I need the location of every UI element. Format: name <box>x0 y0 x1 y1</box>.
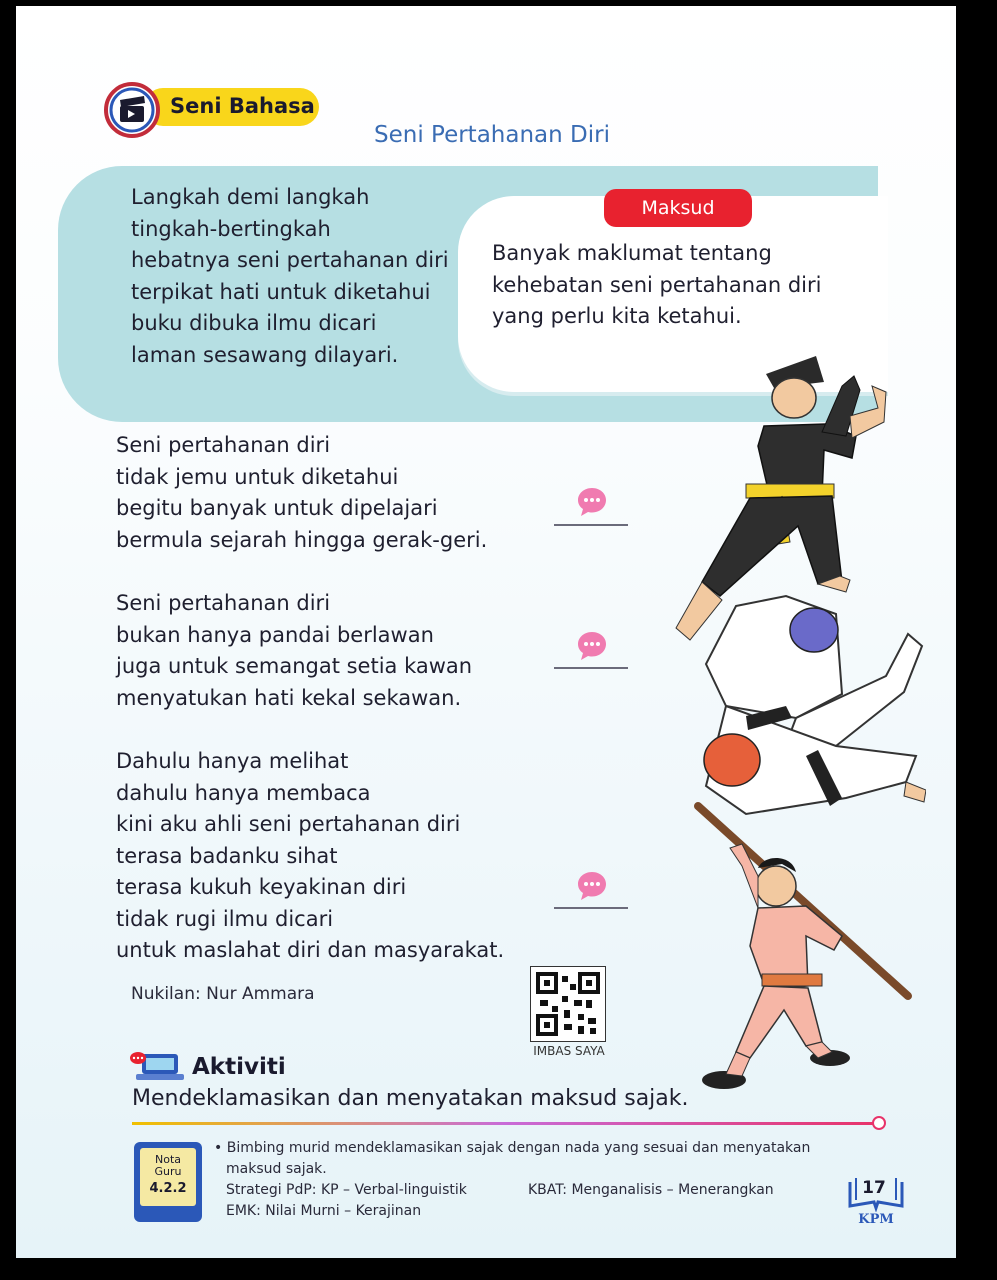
note-emk: EMK: Nilai Murni – Kerajinan <box>226 1203 422 1219</box>
stanza-line: laman sesawang dilayari. <box>131 342 399 367</box>
page-number: 17 <box>862 1178 886 1198</box>
discussion-bubble-icon[interactable] <box>576 630 608 662</box>
nota-label: Nota <box>154 1153 181 1166</box>
maksud-line: yang perlu kita ketahui. <box>492 304 742 328</box>
answer-line <box>554 907 628 909</box>
stanza-line: juga untuk semangat setia kawan <box>116 654 473 678</box>
stanza-2 <box>116 430 487 556</box>
qr-label: IMBAS SAYA <box>533 1044 605 1058</box>
stanza-line: begitu banyak untuk dipelajari <box>116 496 438 520</box>
stanza-line: terpikat hati untuk diketahui <box>131 279 431 304</box>
maksud-line: Banyak maklumat tentang <box>492 241 772 265</box>
discussion-bubble-icon[interactable] <box>576 486 608 518</box>
textbook-page <box>16 6 956 1258</box>
section-label: Seni Bahasa <box>170 94 315 118</box>
qr-code-icon[interactable] <box>530 966 606 1042</box>
stanza-line: menyatukan hati kekal sekawan. <box>116 685 462 710</box>
poem-title: Seni Pertahanan Diri <box>374 122 610 148</box>
activity-divider <box>132 1122 876 1125</box>
note-bullet-line-2: maksud sajak. <box>226 1161 327 1177</box>
stanza-line: dahulu hanya membaca <box>116 780 371 805</box>
standard-code: 4.2.2 <box>149 1181 187 1196</box>
note-kbat: KBAT: Menganalisis – Menerangkan <box>528 1182 774 1198</box>
stanza-4 <box>116 746 504 967</box>
computer-activity-icon <box>128 1050 188 1082</box>
stanza-1 <box>131 182 449 371</box>
poem-credit: Nukilan: Nur Ammara <box>131 984 315 1004</box>
guru-label: Guru <box>154 1165 182 1178</box>
stanza-line: terasa badanku sihat <box>116 843 338 868</box>
discussion-bubble-icon[interactable] <box>576 870 608 902</box>
answer-line <box>554 524 628 526</box>
note-bullet-line-1: • Bimbing murid mendeklamasikan sajak dengan nada yang sesuai dan menyatakan <box>214 1140 811 1156</box>
note-strategy: Strategi PdP: KP – Verbal-linguistik <box>226 1182 467 1198</box>
stanza-line: tingkah-bertingkah <box>131 216 331 241</box>
staff-fighter-figure <box>698 806 908 1089</box>
stanza-3 <box>116 588 472 714</box>
divider-end-dot <box>872 1116 886 1130</box>
nota-guru-badge-inner <box>140 1148 196 1206</box>
judo-throw-figures <box>704 596 926 814</box>
stanza-line: bukan hanya pandai berlawan <box>116 622 434 647</box>
stanza-line: buku dibuka ilmu dicari <box>131 311 377 335</box>
activity-title: Aktiviti <box>192 1054 286 1080</box>
activity-description: Mendeklamasikan dan menyatakan maksud sajak. <box>132 1086 689 1111</box>
maksud-text <box>492 238 822 333</box>
answer-line <box>554 667 628 669</box>
publisher-label: KPM <box>858 1212 894 1227</box>
maksud-label: Maksud <box>604 189 752 227</box>
stanza-line: Dahulu hanya melihat <box>116 749 349 773</box>
stanza-line: untuk maslahat diri dan masyarakat. <box>116 938 505 962</box>
stanza-line: terasa kukuh keyakinan diri <box>116 875 407 899</box>
maksud-line: kehebatan seni pertahanan diri <box>492 272 822 297</box>
stanza-line: Seni pertahanan diri <box>116 433 331 457</box>
stanza-line: Seni pertahanan diri <box>116 591 331 615</box>
stanza-line: tidak jemu untuk diketahui <box>116 464 399 489</box>
stanza-line: hebatnya seni pertahanan diri <box>131 248 449 272</box>
clapperboard-icon <box>104 82 160 138</box>
martial-arts-illustration <box>646 346 926 1106</box>
stanza-line: bermula sejarah hingga gerak-geri. <box>116 527 488 552</box>
stanza-line: Langkah demi langkah <box>131 185 370 209</box>
stanza-line: kini aku ahli seni pertahanan diri <box>116 812 461 836</box>
stanza-line: tidak rugi ilmu dicari <box>116 906 334 931</box>
